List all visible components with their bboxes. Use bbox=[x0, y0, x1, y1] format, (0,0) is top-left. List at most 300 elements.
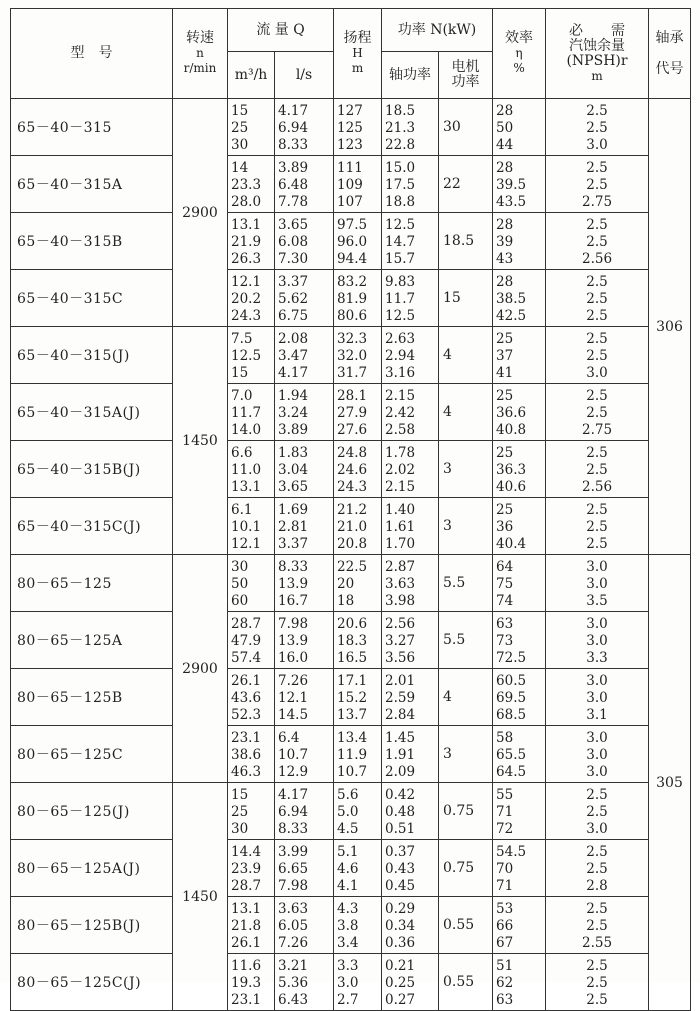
cell-head-value: 94.4 bbox=[337, 250, 368, 267]
cell-q_ls-value: 14.5 bbox=[278, 706, 309, 723]
cell-shaft-value: 2.84 bbox=[385, 706, 416, 723]
cell-q_m3h bbox=[228, 156, 275, 213]
cell-npsh-value: 2.5 bbox=[586, 119, 608, 136]
cell-head bbox=[334, 840, 382, 897]
cell-model: 80－65－125B(J) bbox=[11, 897, 173, 954]
cell-eff-value: 40.4 bbox=[496, 535, 527, 552]
cell-head-value: 24.8 bbox=[337, 444, 368, 461]
cell-eff-value: 72.5 bbox=[496, 649, 527, 666]
table-row bbox=[11, 213, 691, 270]
cell-q_ls bbox=[275, 954, 334, 1011]
cell-head-value: 17.1 bbox=[337, 672, 368, 689]
cell-model: 65－40－315 bbox=[11, 99, 173, 156]
cell-head-value: 10.7 bbox=[337, 763, 368, 780]
cell-motor-power: 0.55 bbox=[439, 897, 493, 954]
cell-npsh-value: 2.55 bbox=[581, 934, 613, 951]
cell-npsh bbox=[546, 156, 649, 213]
cell-npsh-value: 2.75 bbox=[581, 193, 613, 210]
cell-npsh-value: 2.5 bbox=[586, 786, 608, 803]
cell-eff-value: 37 bbox=[496, 347, 514, 364]
cell-head-value: 27.9 bbox=[337, 404, 368, 421]
cell-eff bbox=[493, 498, 546, 555]
cell-head-value: 32.0 bbox=[337, 347, 368, 364]
cell-eff-value: 63 bbox=[496, 991, 514, 1008]
table-row bbox=[11, 555, 691, 612]
header-speed-line: r/min bbox=[183, 61, 217, 75]
cell-shaft-value: 2.59 bbox=[385, 689, 416, 706]
cell-eff-value: 63 bbox=[496, 615, 514, 632]
cell-npsh-value: 2.5 bbox=[586, 233, 608, 250]
cell-eff bbox=[493, 441, 546, 498]
header-npsh-line: 必 需 bbox=[569, 22, 626, 39]
cell-q_m3h bbox=[228, 726, 275, 783]
cell-shaft-value: 22.8 bbox=[385, 136, 416, 153]
cell-q_ls-value: 7.30 bbox=[278, 250, 309, 267]
cell-motor-power: 30 bbox=[439, 99, 493, 156]
cell-shaft-value: 12.5 bbox=[385, 307, 416, 324]
cell-q_ls bbox=[275, 156, 334, 213]
cell-q_m3h-value: 52.3 bbox=[231, 706, 262, 723]
cell-eff-value: 75 bbox=[496, 575, 514, 592]
cell-head bbox=[334, 555, 382, 612]
cell-eff-value: 43.5 bbox=[496, 193, 527, 210]
cell-motor-power: 3 bbox=[439, 441, 493, 498]
cell-q_m3h bbox=[228, 840, 275, 897]
cell-head-value: 2.7 bbox=[337, 991, 359, 1008]
cell-shaft-value: 15.7 bbox=[385, 250, 416, 267]
cell-npsh-value: 2.5 bbox=[586, 347, 608, 364]
cell-eff bbox=[493, 954, 546, 1011]
cell-q_ls bbox=[275, 498, 334, 555]
cell-eff-value: 58 bbox=[496, 729, 514, 746]
cell-shaft bbox=[382, 327, 439, 384]
cell-q_m3h-value: 12.5 bbox=[231, 347, 262, 364]
cell-shaft-value: 2.63 bbox=[385, 330, 416, 347]
cell-speed: 2900 bbox=[173, 99, 228, 327]
cell-motor-power: 22 bbox=[439, 156, 493, 213]
cell-head-value: 107 bbox=[337, 193, 363, 210]
cell-shaft-value: 3.98 bbox=[385, 592, 416, 609]
cell-q_ls bbox=[275, 726, 334, 783]
cell-head bbox=[334, 441, 382, 498]
header-npsh bbox=[546, 9, 649, 99]
cell-q_ls-value: 13.9 bbox=[278, 632, 309, 649]
cell-shaft bbox=[382, 384, 439, 441]
cell-npsh-value: 2.5 bbox=[586, 307, 608, 324]
cell-model: 65－40－315C bbox=[11, 270, 173, 327]
cell-shaft-value: 0.45 bbox=[385, 877, 416, 894]
cell-q_ls bbox=[275, 99, 334, 156]
cell-q_m3h-value: 7.0 bbox=[231, 387, 253, 404]
cell-q_m3h bbox=[228, 954, 275, 1011]
cell-q_m3h-value: 23.3 bbox=[231, 176, 262, 193]
cell-head-value: 123 bbox=[337, 136, 363, 153]
cell-q_m3h-value: 19.3 bbox=[231, 974, 262, 991]
cell-q_ls-value: 3.65 bbox=[278, 478, 309, 495]
cell-q_m3h-value: 20.2 bbox=[231, 290, 262, 307]
cell-q_ls-value: 6.08 bbox=[278, 233, 309, 250]
cell-shaft-value: 21.3 bbox=[385, 119, 416, 136]
cell-q_ls bbox=[275, 441, 334, 498]
cell-eff-value: 42.5 bbox=[496, 307, 527, 324]
cell-q_ls-value: 3.99 bbox=[278, 843, 309, 860]
cell-head-value: 11.9 bbox=[337, 746, 368, 763]
header-motor-power bbox=[439, 52, 493, 99]
cell-npsh-value: 3.3 bbox=[586, 649, 608, 666]
cell-q_m3h bbox=[228, 555, 275, 612]
cell-q_ls-value: 6.4 bbox=[278, 729, 300, 746]
cell-model: 65－40－315A bbox=[11, 156, 173, 213]
cell-motor-power: 5.5 bbox=[439, 555, 493, 612]
cell-eff bbox=[493, 555, 546, 612]
cell-shaft-value: 2.01 bbox=[385, 672, 416, 689]
header-npsh-line: m bbox=[591, 68, 603, 83]
cell-q_m3h-value: 30 bbox=[231, 558, 249, 575]
cell-npsh-value: 2.5 bbox=[586, 273, 608, 290]
cell-npsh bbox=[546, 612, 649, 669]
cell-npsh-value: 2.5 bbox=[586, 216, 608, 233]
cell-shaft bbox=[382, 669, 439, 726]
cell-eff-value: 72 bbox=[496, 820, 514, 837]
cell-q_m3h-value: 10.1 bbox=[231, 518, 262, 535]
cell-q_m3h-value: 28.0 bbox=[231, 193, 262, 210]
cell-eff-value: 36.6 bbox=[496, 404, 527, 421]
cell-q_m3h bbox=[228, 612, 275, 669]
cell-eff-value: 25 bbox=[496, 444, 514, 461]
cell-q_ls-value: 7.78 bbox=[278, 193, 309, 210]
cell-q_ls-value: 6.43 bbox=[278, 991, 309, 1008]
cell-q_m3h-value: 15 bbox=[231, 786, 249, 803]
cell-speed: 1450 bbox=[173, 783, 228, 1011]
cell-eff bbox=[493, 783, 546, 840]
cell-eff-value: 25 bbox=[496, 387, 514, 404]
cell-head bbox=[334, 99, 382, 156]
cell-q_ls-value: 4.17 bbox=[278, 786, 309, 803]
cell-npsh-value: 2.5 bbox=[586, 159, 608, 176]
table-body bbox=[11, 99, 691, 1011]
cell-npsh-value: 3.1 bbox=[586, 706, 608, 723]
cell-eff-value: 41 bbox=[496, 364, 514, 381]
cell-q_ls-value: 13.9 bbox=[278, 575, 309, 592]
cell-q_ls-value: 6.65 bbox=[278, 860, 309, 877]
cell-shaft-value: 3.56 bbox=[385, 649, 416, 666]
cell-q_ls-value: 6.75 bbox=[278, 307, 309, 324]
cell-q_m3h-value: 12.1 bbox=[231, 273, 262, 290]
cell-head-value: 32.3 bbox=[337, 330, 368, 347]
cell-eff-value: 64.5 bbox=[496, 763, 527, 780]
cell-shaft-value: 0.34 bbox=[385, 917, 416, 934]
cell-q_m3h-value: 7.5 bbox=[231, 330, 253, 347]
cell-q_ls-value: 5.62 bbox=[278, 290, 309, 307]
cell-head bbox=[334, 327, 382, 384]
cell-npsh-value: 3.0 bbox=[586, 746, 608, 763]
cell-q_m3h-value: 26.3 bbox=[231, 250, 262, 267]
cell-motor-power: 0.75 bbox=[439, 783, 493, 840]
cell-q_m3h bbox=[228, 213, 275, 270]
cell-npsh bbox=[546, 99, 649, 156]
cell-shaft-value: 2.58 bbox=[385, 421, 416, 438]
cell-q_m3h-value: 57.4 bbox=[231, 649, 262, 666]
cell-shaft-value: 0.51 bbox=[385, 820, 416, 837]
cell-motor-power: 4 bbox=[439, 384, 493, 441]
header-head-line: 扬程 bbox=[343, 30, 372, 46]
cell-shaft bbox=[382, 441, 439, 498]
cell-motor-power: 18.5 bbox=[439, 213, 493, 270]
cell-head-value: 81.9 bbox=[337, 290, 368, 307]
cell-q_m3h bbox=[228, 441, 275, 498]
cell-npsh bbox=[546, 327, 649, 384]
cell-q_ls-value: 3.47 bbox=[278, 347, 309, 364]
cell-npsh-value: 2.5 bbox=[586, 176, 608, 193]
cell-q_ls-value: 8.33 bbox=[278, 136, 309, 153]
header-npsh-line: (NPSH)r bbox=[566, 52, 628, 69]
cell-npsh bbox=[546, 555, 649, 612]
cell-npsh bbox=[546, 726, 649, 783]
cell-eff-value: 28 bbox=[496, 273, 514, 290]
cell-shaft-value: 0.25 bbox=[385, 974, 416, 991]
cell-q_ls bbox=[275, 612, 334, 669]
cell-npsh-value: 3.0 bbox=[586, 820, 608, 837]
table-row bbox=[11, 384, 691, 441]
table-row bbox=[11, 498, 691, 555]
header-head-line: H bbox=[352, 46, 363, 60]
cell-shaft-value: 0.43 bbox=[385, 860, 416, 877]
cell-npsh bbox=[546, 897, 649, 954]
table-row bbox=[11, 783, 691, 840]
cell-head bbox=[334, 213, 382, 270]
cell-q_ls-value: 4.17 bbox=[278, 102, 309, 119]
cell-npsh-value: 2.5 bbox=[586, 900, 608, 917]
cell-eff-value: 36.3 bbox=[496, 461, 527, 478]
cell-q_ls-value: 3.63 bbox=[278, 900, 309, 917]
cell-head-value: 4.5 bbox=[337, 820, 359, 837]
cell-head-value: 3.8 bbox=[337, 917, 359, 934]
cell-q_m3h-value: 6.6 bbox=[231, 444, 253, 461]
header-head-line: m bbox=[351, 61, 364, 75]
cell-head bbox=[334, 783, 382, 840]
cell-npsh bbox=[546, 441, 649, 498]
cell-q_m3h-value: 14.0 bbox=[231, 421, 262, 438]
cell-q_ls-value: 6.05 bbox=[278, 917, 309, 934]
cell-q_m3h-value: 25 bbox=[231, 119, 249, 136]
cell-q_ls bbox=[275, 783, 334, 840]
pump-spec-table bbox=[10, 8, 691, 1011]
cell-head-value: 5.1 bbox=[337, 843, 359, 860]
cell-q_ls bbox=[275, 270, 334, 327]
cell-npsh bbox=[546, 213, 649, 270]
cell-shaft-value: 1.91 bbox=[385, 746, 416, 763]
cell-q_ls-value: 3.89 bbox=[278, 421, 309, 438]
cell-q_ls bbox=[275, 840, 334, 897]
table-row bbox=[11, 327, 691, 384]
cell-shaft-value: 0.29 bbox=[385, 900, 416, 917]
cell-shaft-value: 1.40 bbox=[385, 501, 416, 518]
cell-head-value: 24.6 bbox=[337, 461, 368, 478]
cell-shaft-value: 0.48 bbox=[385, 803, 416, 820]
cell-npsh-value: 2.5 bbox=[586, 501, 608, 518]
cell-q_m3h-value: 30 bbox=[231, 136, 249, 153]
cell-head bbox=[334, 498, 382, 555]
cell-motor-power: 0.75 bbox=[439, 840, 493, 897]
cell-q_m3h-value: 21.9 bbox=[231, 233, 262, 250]
cell-eff-value: 43 bbox=[496, 250, 514, 267]
cell-head-value: 22.5 bbox=[337, 558, 368, 575]
cell-shaft-value: 2.56 bbox=[385, 615, 416, 632]
cell-head-value: 4.6 bbox=[337, 860, 359, 877]
cell-eff bbox=[493, 156, 546, 213]
cell-npsh-value: 3.0 bbox=[586, 763, 608, 780]
cell-npsh-value: 3.0 bbox=[586, 558, 608, 575]
cell-head-value: 28.1 bbox=[337, 387, 368, 404]
header-efficiency-line: η bbox=[515, 46, 523, 60]
cell-q_m3h-value: 15 bbox=[231, 102, 249, 119]
cell-motor-power: 3 bbox=[439, 726, 493, 783]
cell-model: 65－40－315B bbox=[11, 213, 173, 270]
cell-npsh-value: 2.5 bbox=[586, 974, 608, 991]
cell-q_m3h bbox=[228, 270, 275, 327]
cell-shaft-value: 3.16 bbox=[385, 364, 416, 381]
cell-eff-value: 69.5 bbox=[496, 689, 527, 706]
cell-npsh-value: 2.5 bbox=[586, 957, 608, 974]
cell-q_m3h-value: 24.3 bbox=[231, 307, 262, 324]
cell-shaft-value: 2.87 bbox=[385, 558, 416, 575]
cell-head-value: 21.0 bbox=[337, 518, 368, 535]
cell-q_m3h-value: 46.3 bbox=[231, 763, 262, 780]
cell-shaft-value: 0.27 bbox=[385, 991, 416, 1008]
header-speed bbox=[173, 9, 228, 99]
cell-q_m3h-value: 50 bbox=[231, 575, 249, 592]
cell-npsh-value: 2.5 bbox=[586, 991, 608, 1008]
cell-q_m3h bbox=[228, 783, 275, 840]
cell-shaft bbox=[382, 783, 439, 840]
cell-shaft-value: 0.37 bbox=[385, 843, 416, 860]
cell-shaft-value: 0.42 bbox=[385, 786, 416, 803]
cell-shaft bbox=[382, 99, 439, 156]
cell-eff bbox=[493, 669, 546, 726]
cell-shaft bbox=[382, 213, 439, 270]
cell-q_ls-value: 3.65 bbox=[278, 216, 309, 233]
header-bearing-line: 代号 bbox=[655, 60, 684, 77]
cell-model: 80－65－125A(J) bbox=[11, 840, 173, 897]
cell-q_m3h bbox=[228, 498, 275, 555]
header-bearing-line: 轴承 bbox=[655, 29, 684, 46]
cell-q_m3h-value: 38.6 bbox=[231, 746, 262, 763]
cell-npsh-value: 3.0 bbox=[586, 729, 608, 746]
cell-q_m3h-value: 13.1 bbox=[231, 900, 262, 917]
cell-eff bbox=[493, 213, 546, 270]
cell-head-value: 13.7 bbox=[337, 706, 368, 723]
cell-q_m3h-value: 26.1 bbox=[231, 934, 262, 951]
cell-shaft-value: 1.70 bbox=[385, 535, 416, 552]
cell-npsh-value: 2.5 bbox=[586, 290, 608, 307]
table-row bbox=[11, 270, 691, 327]
cell-eff-value: 65.5 bbox=[496, 746, 527, 763]
cell-npsh-value: 3.0 bbox=[586, 364, 608, 381]
cell-q_ls bbox=[275, 213, 334, 270]
cell-model: 65－40－315B(J) bbox=[11, 441, 173, 498]
cell-shaft bbox=[382, 726, 439, 783]
cell-head-value: 24.3 bbox=[337, 478, 368, 495]
cell-q_ls-value: 5.36 bbox=[278, 974, 309, 991]
cell-head-value: 5.0 bbox=[337, 803, 359, 820]
cell-head-value: 18.3 bbox=[337, 632, 368, 649]
cell-shaft-value: 11.7 bbox=[385, 290, 416, 307]
cell-eff bbox=[493, 897, 546, 954]
cell-npsh-value: 3.0 bbox=[586, 689, 608, 706]
cell-head-value: 27.6 bbox=[337, 421, 368, 438]
cell-shaft-value: 3.27 bbox=[385, 632, 416, 649]
cell-q_ls-value: 7.26 bbox=[278, 672, 309, 689]
cell-q_ls-value: 6.48 bbox=[278, 176, 309, 193]
cell-head-value: 3.0 bbox=[337, 974, 359, 991]
header-efficiency-line: % bbox=[513, 61, 525, 75]
cell-motor-power: 3 bbox=[439, 498, 493, 555]
cell-eff-value: 68.5 bbox=[496, 706, 527, 723]
table-row bbox=[11, 612, 691, 669]
cell-q_ls-value: 3.89 bbox=[278, 159, 309, 176]
cell-q_m3h bbox=[228, 897, 275, 954]
cell-q_ls-value: 7.98 bbox=[278, 615, 309, 632]
cell-shaft bbox=[382, 270, 439, 327]
cell-npsh-value: 2.5 bbox=[586, 404, 608, 421]
table-row bbox=[11, 99, 691, 156]
cell-q_ls bbox=[275, 555, 334, 612]
cell-q_ls-value: 1.94 bbox=[278, 387, 309, 404]
cell-q_ls bbox=[275, 897, 334, 954]
cell-q_m3h-value: 28.7 bbox=[231, 877, 262, 894]
cell-shaft-value: 14.7 bbox=[385, 233, 416, 250]
header-npsh-line: 汽蚀余量 bbox=[569, 37, 626, 54]
cell-eff-value: 54.5 bbox=[496, 843, 527, 860]
header-motor-power-line: 电机 bbox=[451, 59, 480, 75]
cell-head-value: 20.8 bbox=[337, 535, 368, 552]
table-row bbox=[11, 840, 691, 897]
cell-npsh-value: 2.5 bbox=[586, 917, 608, 934]
cell-shaft-value: 2.15 bbox=[385, 478, 416, 495]
cell-q_m3h bbox=[228, 384, 275, 441]
table-row bbox=[11, 954, 691, 1011]
cell-model: 80－65－125(J) bbox=[11, 783, 173, 840]
cell-eff bbox=[493, 384, 546, 441]
cell-eff bbox=[493, 270, 546, 327]
cell-motor-power: 15 bbox=[439, 270, 493, 327]
cell-eff-value: 74 bbox=[496, 592, 514, 609]
cell-head-value: 3.3 bbox=[337, 957, 359, 974]
cell-eff-value: 70 bbox=[496, 860, 514, 877]
table-row bbox=[11, 441, 691, 498]
cell-q_m3h bbox=[228, 327, 275, 384]
cell-eff-value: 28 bbox=[496, 102, 514, 119]
cell-eff-value: 71 bbox=[496, 803, 514, 820]
table-row bbox=[11, 669, 691, 726]
cell-head bbox=[334, 384, 382, 441]
header-motor-power-line: 功率 bbox=[451, 74, 480, 90]
cell-eff bbox=[493, 612, 546, 669]
cell-eff-value: 66 bbox=[496, 917, 514, 934]
cell-q_ls-value: 3.37 bbox=[278, 273, 309, 290]
cell-eff bbox=[493, 327, 546, 384]
table-row bbox=[11, 726, 691, 783]
cell-model: 80－65－125A bbox=[11, 612, 173, 669]
cell-npsh-value: 2.5 bbox=[586, 860, 608, 877]
cell-q_ls-value: 3.04 bbox=[278, 461, 309, 478]
cell-q_m3h-value: 23.1 bbox=[231, 991, 262, 1008]
cell-npsh bbox=[546, 270, 649, 327]
cell-head-value: 125 bbox=[337, 119, 363, 136]
cell-npsh-value: 3.0 bbox=[586, 672, 608, 689]
cell-q_m3h-value: 14 bbox=[231, 159, 249, 176]
cell-shaft bbox=[382, 498, 439, 555]
